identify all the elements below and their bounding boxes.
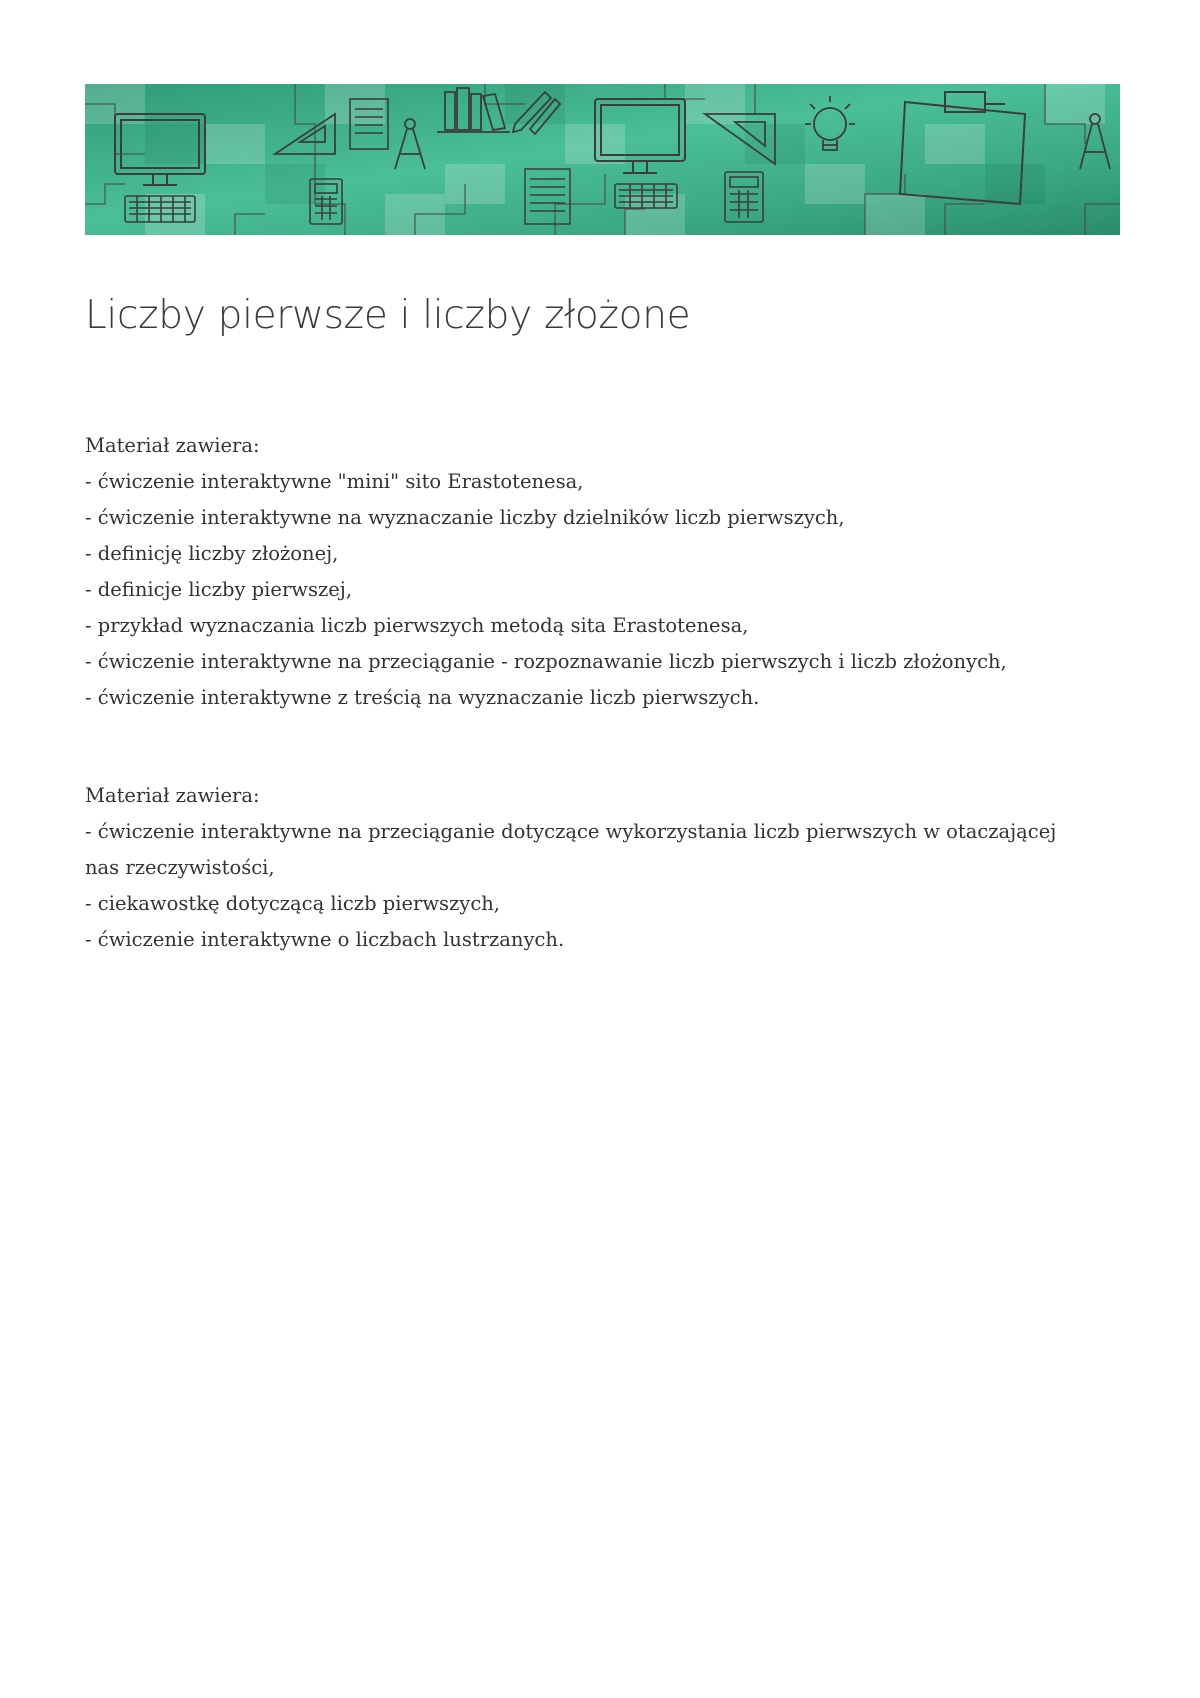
list-item: - ciekawostkę dotyczącą liczb pierwszych, bbox=[85, 892, 500, 915]
material-section-2 bbox=[85, 778, 1075, 958]
section-heading: Materiał zawiera: bbox=[85, 784, 260, 807]
list-item: - definicję liczby złożonej, bbox=[85, 542, 339, 565]
banner-illustration bbox=[85, 84, 1120, 235]
list-item: - ćwiczenie interaktywne z treścią na wyznaczanie liczb pierwszych. bbox=[85, 686, 760, 709]
material-section-1 bbox=[85, 428, 1075, 716]
list-item: - ćwiczenie interaktywne "mini" sito Erastotenesa, bbox=[85, 470, 584, 493]
list-item: - ćwiczenie interaktywne na przeciąganie dotyczące wykorzystania liczb pierwszych w otaczającej nas rzeczywistości, bbox=[85, 820, 1057, 879]
page-title: Liczby pierwsze i liczby złożone bbox=[85, 293, 691, 338]
material-list bbox=[85, 814, 1075, 958]
list-item: - definicje liczby pierwszej, bbox=[85, 578, 353, 601]
list-item: - ćwiczenie interaktywne na przeciąganie - rozpoznawanie liczb pierwszych i liczb złożonych, bbox=[85, 650, 1007, 673]
material-list bbox=[85, 464, 1075, 716]
list-item: - ćwiczenie interaktywne o liczbach lustrzanych. bbox=[85, 928, 565, 951]
header-banner bbox=[85, 84, 1120, 235]
list-item: - ćwiczenie interaktywne na wyznaczanie liczby dzielników liczb pierwszych, bbox=[85, 506, 845, 529]
list-item: - przykład wyznaczania liczb pierwszych metodą sita Erastotenesa, bbox=[85, 614, 749, 637]
section-heading: Materiał zawiera: bbox=[85, 434, 260, 457]
